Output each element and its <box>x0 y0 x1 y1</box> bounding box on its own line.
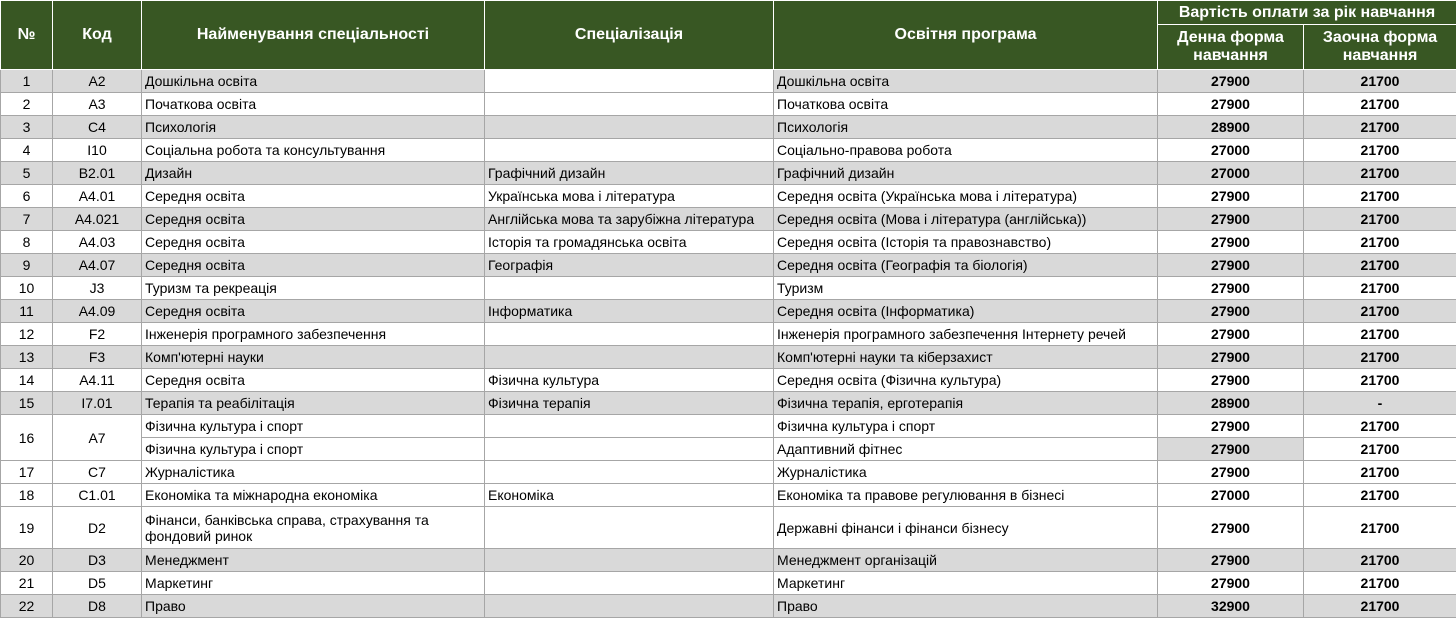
row-specialization <box>485 70 774 93</box>
row-code: I7.01 <box>53 392 142 415</box>
row-extramural-price: 21700 <box>1304 346 1456 369</box>
row-specialty: Дизайн <box>142 162 485 185</box>
row-specialization <box>485 507 774 549</box>
row-code: A4.11 <box>53 369 142 392</box>
row-specialty: Дошкільна освіта <box>142 70 485 93</box>
row-day-price: 27000 <box>1158 162 1304 185</box>
row-number: 21 <box>1 572 53 595</box>
row-extramural-price: 21700 <box>1304 484 1456 507</box>
row-extramural-price: 21700 <box>1304 461 1456 484</box>
table-row <box>1 231 1456 254</box>
row-number: 13 <box>1 346 53 369</box>
row-program: Інженерія програмного забезпечення Інтернету речей <box>774 323 1158 346</box>
row-day-price: 28900 <box>1158 116 1304 139</box>
row-extramural-price: 21700 <box>1304 116 1456 139</box>
header-cost: Вартість оплати за рік навчання <box>1158 1 1456 25</box>
row-extramural-price: 21700 <box>1304 507 1456 549</box>
row-extramural-price: 21700 <box>1304 300 1456 323</box>
row-specialty: Фізична культура і спорт <box>142 415 485 438</box>
table-row <box>1 369 1456 392</box>
row-code: C1.01 <box>53 484 142 507</box>
row-day-price: 28900 <box>1158 392 1304 415</box>
row-program: Середня освіта (Фізична культура) <box>774 369 1158 392</box>
row-specialty: Менеджмент <box>142 549 485 572</box>
row-number: 16 <box>1 415 53 461</box>
row-specialization <box>485 116 774 139</box>
row-extramural-price: 21700 <box>1304 438 1456 461</box>
row-extramural-price: 21700 <box>1304 369 1456 392</box>
row-number: 1 <box>1 70 53 93</box>
row-number: 3 <box>1 116 53 139</box>
table-row <box>1 254 1456 277</box>
row-code: I10 <box>53 139 142 162</box>
row-day-price: 27900 <box>1158 549 1304 572</box>
row-program: Адаптивний фітнес <box>774 438 1158 461</box>
row-number: 22 <box>1 595 53 618</box>
row-number: 12 <box>1 323 53 346</box>
row-specialty: Психологія <box>142 116 485 139</box>
row-code: D2 <box>53 507 142 549</box>
row-specialization <box>485 595 774 618</box>
row-extramural-price: 21700 <box>1304 595 1456 618</box>
row-specialty: Фінанси, банківська справа, страхування та фондовий ринок <box>142 507 485 549</box>
row-specialization: Фізична терапія <box>485 392 774 415</box>
row-program: Економіка та правове регулювання в бізнесі <box>774 484 1158 507</box>
row-specialization: Фізична культура <box>485 369 774 392</box>
row-specialty: Комп'ютерні науки <box>142 346 485 369</box>
row-day-price: 27000 <box>1158 139 1304 162</box>
row-specialization <box>485 277 774 300</box>
row-code: D5 <box>53 572 142 595</box>
row-specialty: Середня освіта <box>142 185 485 208</box>
row-program: Початкова освіта <box>774 93 1158 116</box>
row-specialization <box>485 461 774 484</box>
row-number: 2 <box>1 93 53 116</box>
row-specialty: Терапія та реабілітація <box>142 392 485 415</box>
row-day-price: 27900 <box>1158 507 1304 549</box>
table-row <box>1 116 1456 139</box>
row-day-price: 27900 <box>1158 346 1304 369</box>
row-extramural-price: 21700 <box>1304 254 1456 277</box>
row-number: 8 <box>1 231 53 254</box>
row-program: Менеджмент організацій <box>774 549 1158 572</box>
row-day-price: 27900 <box>1158 277 1304 300</box>
row-program: Право <box>774 595 1158 618</box>
row-program: Середня освіта (Інформатика) <box>774 300 1158 323</box>
row-specialty: Право <box>142 595 485 618</box>
row-day-price: 27900 <box>1158 415 1304 438</box>
table-row <box>1 139 1456 162</box>
row-day-price: 27900 <box>1158 323 1304 346</box>
table-row <box>1 185 1456 208</box>
table-row <box>1 277 1456 300</box>
table-row <box>1 507 1456 549</box>
row-extramural-price: 21700 <box>1304 93 1456 116</box>
table-row <box>1 415 1456 438</box>
row-extramural-price: - <box>1304 392 1456 415</box>
row-specialization <box>485 438 774 461</box>
row-extramural-price: 21700 <box>1304 549 1456 572</box>
row-program: Середня освіта (Історія та правознавство) <box>774 231 1158 254</box>
row-specialty: Журналістика <box>142 461 485 484</box>
row-code: F2 <box>53 323 142 346</box>
header-specialization: Спеціалізація <box>485 1 774 70</box>
row-day-price: 27900 <box>1158 572 1304 595</box>
header-number: № <box>1 1 53 70</box>
row-program: Туризм <box>774 277 1158 300</box>
row-day-price: 27900 <box>1158 438 1304 461</box>
row-number: 9 <box>1 254 53 277</box>
row-program: Середня освіта (Мова і література (англійська)) <box>774 208 1158 231</box>
row-program: Дошкільна освіта <box>774 70 1158 93</box>
row-day-price: 27000 <box>1158 484 1304 507</box>
row-day-price: 27900 <box>1158 461 1304 484</box>
header-specialty: Найменування спеціальності <box>142 1 485 70</box>
table-row <box>1 461 1456 484</box>
table-row <box>1 438 1456 461</box>
row-number: 7 <box>1 208 53 231</box>
table-row <box>1 595 1456 618</box>
row-day-price: 27900 <box>1158 70 1304 93</box>
row-day-price: 27900 <box>1158 208 1304 231</box>
row-extramural-price: 21700 <box>1304 572 1456 595</box>
table-row <box>1 484 1456 507</box>
row-code: A4.021 <box>53 208 142 231</box>
row-number: 18 <box>1 484 53 507</box>
table-row <box>1 300 1456 323</box>
row-specialization <box>485 346 774 369</box>
row-number: 14 <box>1 369 53 392</box>
row-code: A4.01 <box>53 185 142 208</box>
row-code: A3 <box>53 93 142 116</box>
header-program: Освітня програма <box>774 1 1158 70</box>
row-program: Комп'ютерні науки та кіберзахист <box>774 346 1158 369</box>
row-extramural-price: 21700 <box>1304 139 1456 162</box>
row-extramural-price: 21700 <box>1304 323 1456 346</box>
header-code: Код <box>53 1 142 70</box>
row-specialization <box>485 549 774 572</box>
row-code: A4.03 <box>53 231 142 254</box>
row-specialty: Економіка та міжнародна економіка <box>142 484 485 507</box>
row-day-price: 27900 <box>1158 93 1304 116</box>
row-code: J3 <box>53 277 142 300</box>
row-specialization <box>485 323 774 346</box>
header-day-form: Денна форма навчання <box>1158 25 1304 70</box>
row-number: 19 <box>1 507 53 549</box>
row-extramural-price: 21700 <box>1304 415 1456 438</box>
row-number: 4 <box>1 139 53 162</box>
row-specialty: Середня освіта <box>142 254 485 277</box>
row-specialization: Економіка <box>485 484 774 507</box>
row-code: A4.09 <box>53 300 142 323</box>
row-number: 17 <box>1 461 53 484</box>
row-code: B2.01 <box>53 162 142 185</box>
row-number: 20 <box>1 549 53 572</box>
row-extramural-price: 21700 <box>1304 208 1456 231</box>
row-day-price: 27900 <box>1158 300 1304 323</box>
row-program: Маркетинг <box>774 572 1158 595</box>
row-program: Соціально-правова робота <box>774 139 1158 162</box>
table-row <box>1 93 1456 116</box>
row-specialization: Графічний дизайн <box>485 162 774 185</box>
row-number: 15 <box>1 392 53 415</box>
row-specialization <box>485 415 774 438</box>
row-code: A2 <box>53 70 142 93</box>
row-specialization <box>485 572 774 595</box>
row-specialty: Фізична культура і спорт <box>142 438 485 461</box>
row-code: D3 <box>53 549 142 572</box>
table-row <box>1 323 1456 346</box>
row-specialty: Туризм та рекреація <box>142 277 485 300</box>
row-specialty: Соціальна робота та консультування <box>142 139 485 162</box>
table-row <box>1 572 1456 595</box>
row-day-price: 32900 <box>1158 595 1304 618</box>
row-specialty: Середня освіта <box>142 208 485 231</box>
row-number: 11 <box>1 300 53 323</box>
row-number: 10 <box>1 277 53 300</box>
row-specialization <box>485 139 774 162</box>
row-program: Графічний дизайн <box>774 162 1158 185</box>
row-specialization: Географія <box>485 254 774 277</box>
table-row <box>1 346 1456 369</box>
row-program: Журналістика <box>774 461 1158 484</box>
table-row <box>1 208 1456 231</box>
row-day-price: 27900 <box>1158 254 1304 277</box>
row-code: D8 <box>53 595 142 618</box>
row-program: Психологія <box>774 116 1158 139</box>
table-row <box>1 392 1456 415</box>
row-extramural-price: 21700 <box>1304 185 1456 208</box>
row-specialty: Середня освіта <box>142 369 485 392</box>
table-row <box>1 549 1456 572</box>
row-specialty: Середня освіта <box>142 231 485 254</box>
row-extramural-price: 21700 <box>1304 231 1456 254</box>
row-extramural-price: 21700 <box>1304 70 1456 93</box>
row-specialty: Початкова освіта <box>142 93 485 116</box>
row-code: F3 <box>53 346 142 369</box>
row-number: 5 <box>1 162 53 185</box>
row-code: C4 <box>53 116 142 139</box>
header-extramural-form: Заочна форма навчання <box>1304 25 1456 70</box>
row-extramural-price: 21700 <box>1304 277 1456 300</box>
row-specialization <box>485 93 774 116</box>
row-specialty: Маркетинг <box>142 572 485 595</box>
table-row <box>1 70 1456 93</box>
row-day-price: 27900 <box>1158 231 1304 254</box>
row-code: A7 <box>53 415 142 461</box>
row-specialization: Англійська мова та зарубіжна література <box>485 208 774 231</box>
row-number: 6 <box>1 185 53 208</box>
row-program: Середня освіта (Українська мова і література) <box>774 185 1158 208</box>
row-code: C7 <box>53 461 142 484</box>
row-day-price: 27900 <box>1158 369 1304 392</box>
row-program: Середня освіта (Географія та біологія) <box>774 254 1158 277</box>
row-specialization: Інформатика <box>485 300 774 323</box>
table-row <box>1 162 1456 185</box>
row-program: Державні фінанси і фінанси бізнесу <box>774 507 1158 549</box>
row-code: A4.07 <box>53 254 142 277</box>
row-specialization: Українська мова і література <box>485 185 774 208</box>
row-specialty: Інженерія програмного забезпечення <box>142 323 485 346</box>
row-specialty: Середня освіта <box>142 300 485 323</box>
row-extramural-price: 21700 <box>1304 162 1456 185</box>
row-day-price: 27900 <box>1158 185 1304 208</box>
row-specialization: Історія та громадянська освіта <box>485 231 774 254</box>
row-program: Фізична культура і спорт <box>774 415 1158 438</box>
row-program: Фізична терапія, ерготерапія <box>774 392 1158 415</box>
